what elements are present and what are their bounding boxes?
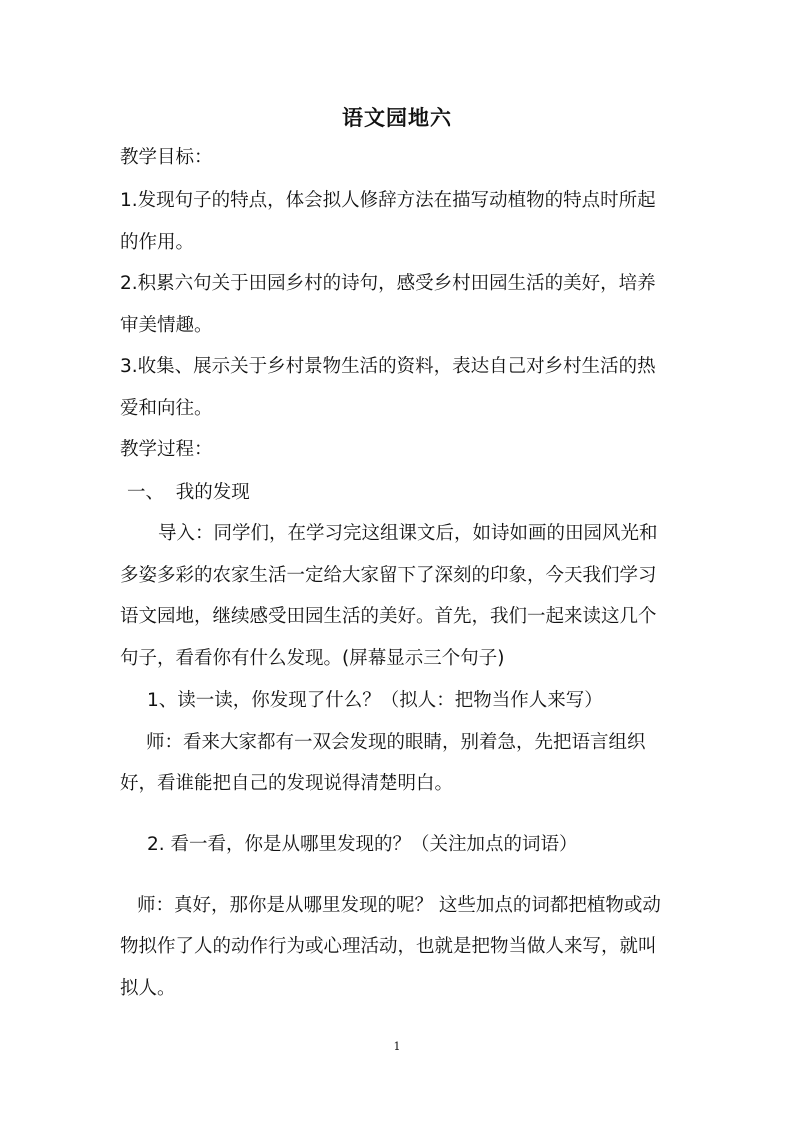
step-2-question: 2. 看一看，你是从哪里发现的？（关注加点的词语） [147, 834, 578, 855]
teacher-remark-1-line-2: 好，看谁能把自己的发现说得清楚明白。 [120, 773, 454, 794]
teacher-remark-2-line-2: 物拟作了人的动作行为或心理活动，也就是把物当做人来写，就叫 [120, 936, 657, 957]
teacher-remark-2-line-1: 师：真好，那你是从哪里发现的呢？ 这些加点的词都把植物或动 [137, 895, 661, 916]
page-number: 1 [393, 1040, 401, 1053]
intro-line-2: 多姿多彩的农家生活一定给大家留下了深刻的印象，今天我们学习 [120, 565, 657, 586]
intro-line-4: 句子，看看你有什么发现。(屏幕显示三个句子) [120, 648, 505, 669]
intro-line-3: 语文园地，继续感受田园生活的美好。首先，我们一起来读这几个 [120, 606, 657, 627]
goal-1-line-1: 1.发现句子的特点，体会拟人修辞方法在描写动植物的特点时所起 [120, 190, 656, 211]
intro-line-1: 导入：同学们，在学习完这组课文后，如诗如画的田园风光和 [158, 523, 658, 544]
section-1-heading: 一、 我的发现 [127, 482, 250, 503]
step-1-question: 1、读一读，你发现了什么？（拟人：把物当作人来写） [147, 690, 603, 711]
goal-2-line-2: 审美情趣。 [120, 315, 213, 336]
goal-2-line-1: 2.积累六句关于田园乡村的诗句，感受乡村田园生活的美好，培养 [120, 273, 656, 294]
process-heading: 教学过程： [120, 439, 213, 460]
goal-3-line-2: 爱和向往。 [120, 398, 213, 419]
goal-1-line-2: 的作用。 [120, 232, 195, 253]
teacher-remark-1-line-1: 师：看来大家都有一双会发现的眼睛，别着急，先把语言组织 [146, 732, 646, 753]
goals-heading: 教学目标： [120, 147, 213, 168]
goal-3-line-1: 3.收集、展示关于乡村景物生活的资料，表达自己对乡村生活的热 [120, 356, 656, 377]
teacher-remark-2-line-3: 拟人。 [120, 978, 176, 999]
page-title: 语文园地六 [342, 105, 452, 130]
